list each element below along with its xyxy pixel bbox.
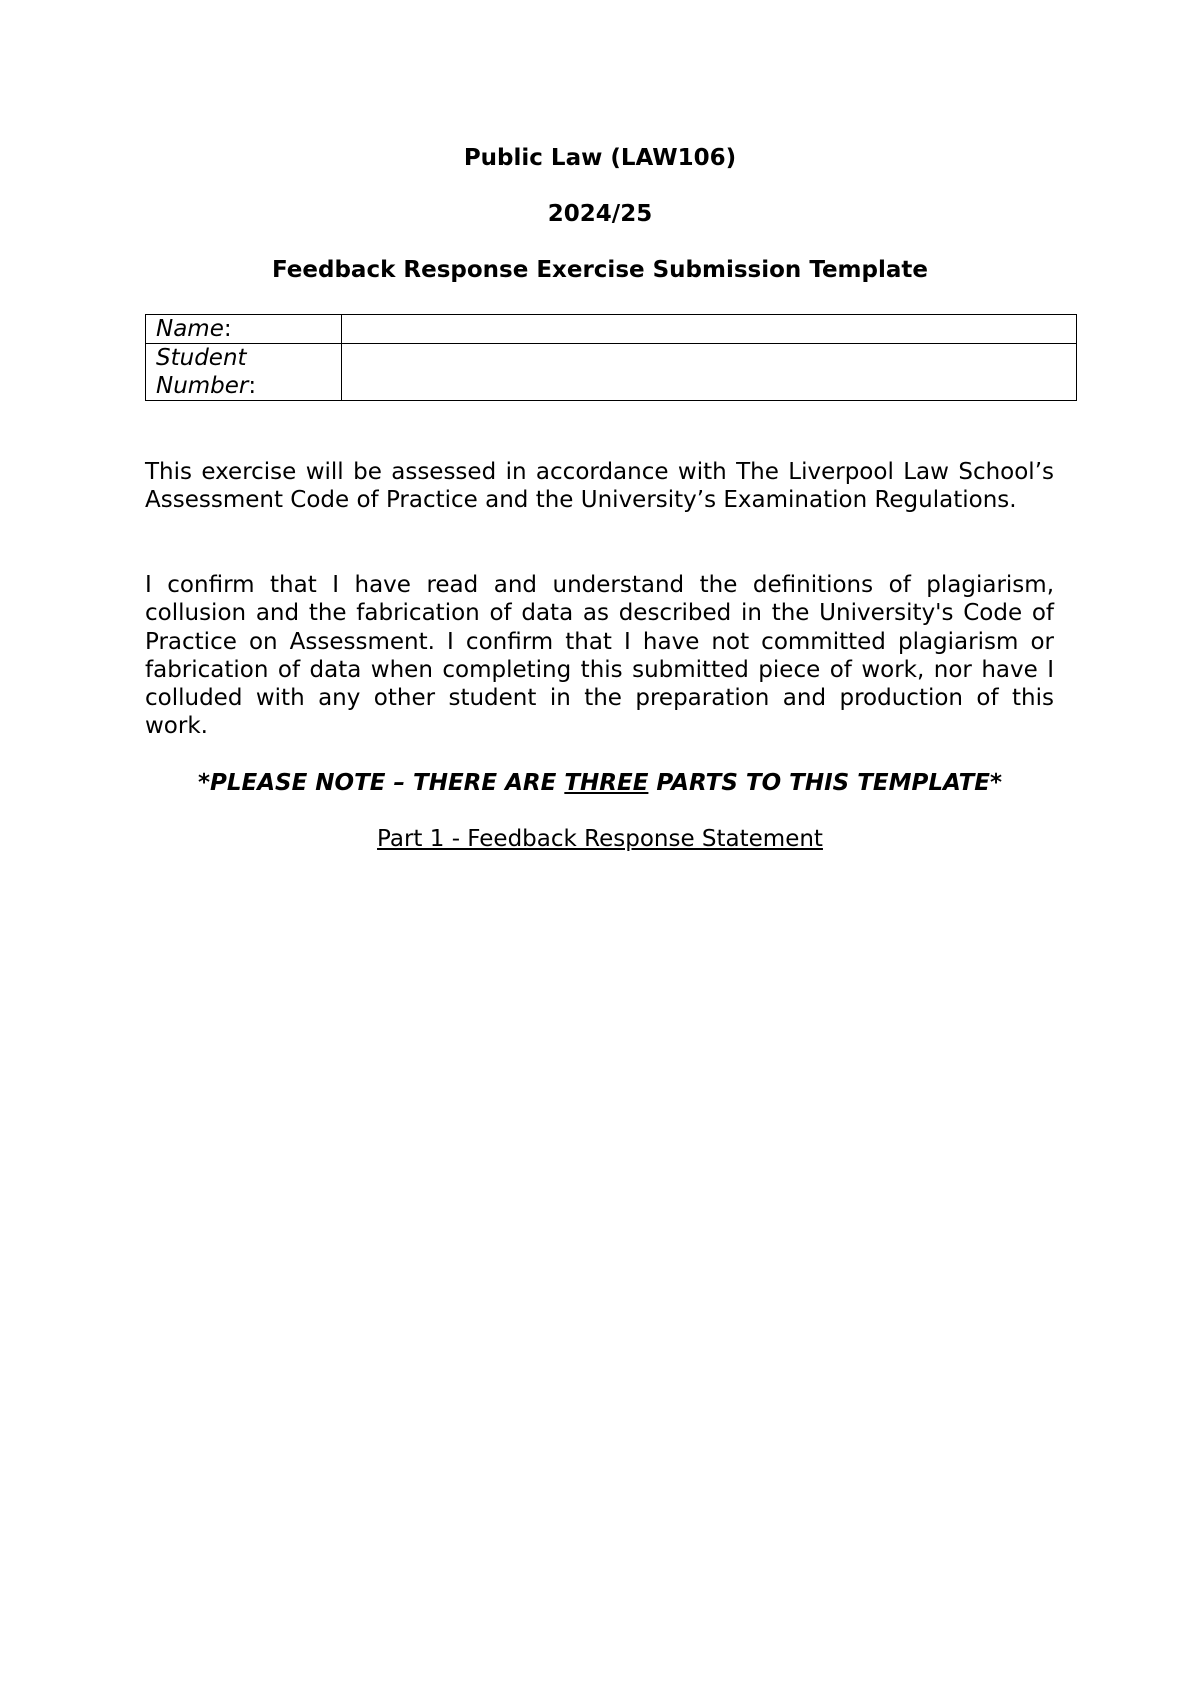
notice-emphasis: THREE xyxy=(564,770,649,796)
assessment-statement: This exercise will be assessed in accordance with The Liverpool Law School’s Assessment Code of Practice and the University’s Examination Regulations. xyxy=(145,459,1054,514)
academic-year: 2024/25 xyxy=(547,201,653,227)
plagiarism-declaration: I confirm that I have read and understand the definitions of plagiarism, collusion and the fabrication of data as described in the University's Code of Practice on Assessment. I confirm that I have not committed plagiarism or fabrication of data when completing this submitted piece of work, nor have I colluded with any other student in the preparation and production of this work. xyxy=(145,572,1054,740)
template-title: Feedback Response Exercise Submission Template xyxy=(272,257,928,283)
student-number-label-colon: : xyxy=(248,373,257,399)
student-number-row xyxy=(146,344,1077,401)
name-row xyxy=(146,315,1077,344)
name-value-cell[interactable] xyxy=(342,315,1077,344)
name-label: Name xyxy=(156,316,224,342)
course-title: Public Law (LAW106) xyxy=(463,145,737,171)
name-label-colon: : xyxy=(223,316,232,342)
notice-prefix: *PLEASE NOTE – THERE ARE xyxy=(197,770,565,796)
student-number-label-cell xyxy=(146,344,342,401)
student-details-table xyxy=(145,314,1077,401)
notice-suffix: PARTS TO THIS TEMPLATE* xyxy=(648,770,1003,796)
part1-heading: Part 1 - Feedback Response Statement xyxy=(377,826,823,852)
student-number-label: Student Number xyxy=(156,345,249,399)
name-label-cell xyxy=(146,315,342,344)
please-note-notice xyxy=(0,769,1200,797)
student-number-value-cell[interactable] xyxy=(342,344,1077,401)
